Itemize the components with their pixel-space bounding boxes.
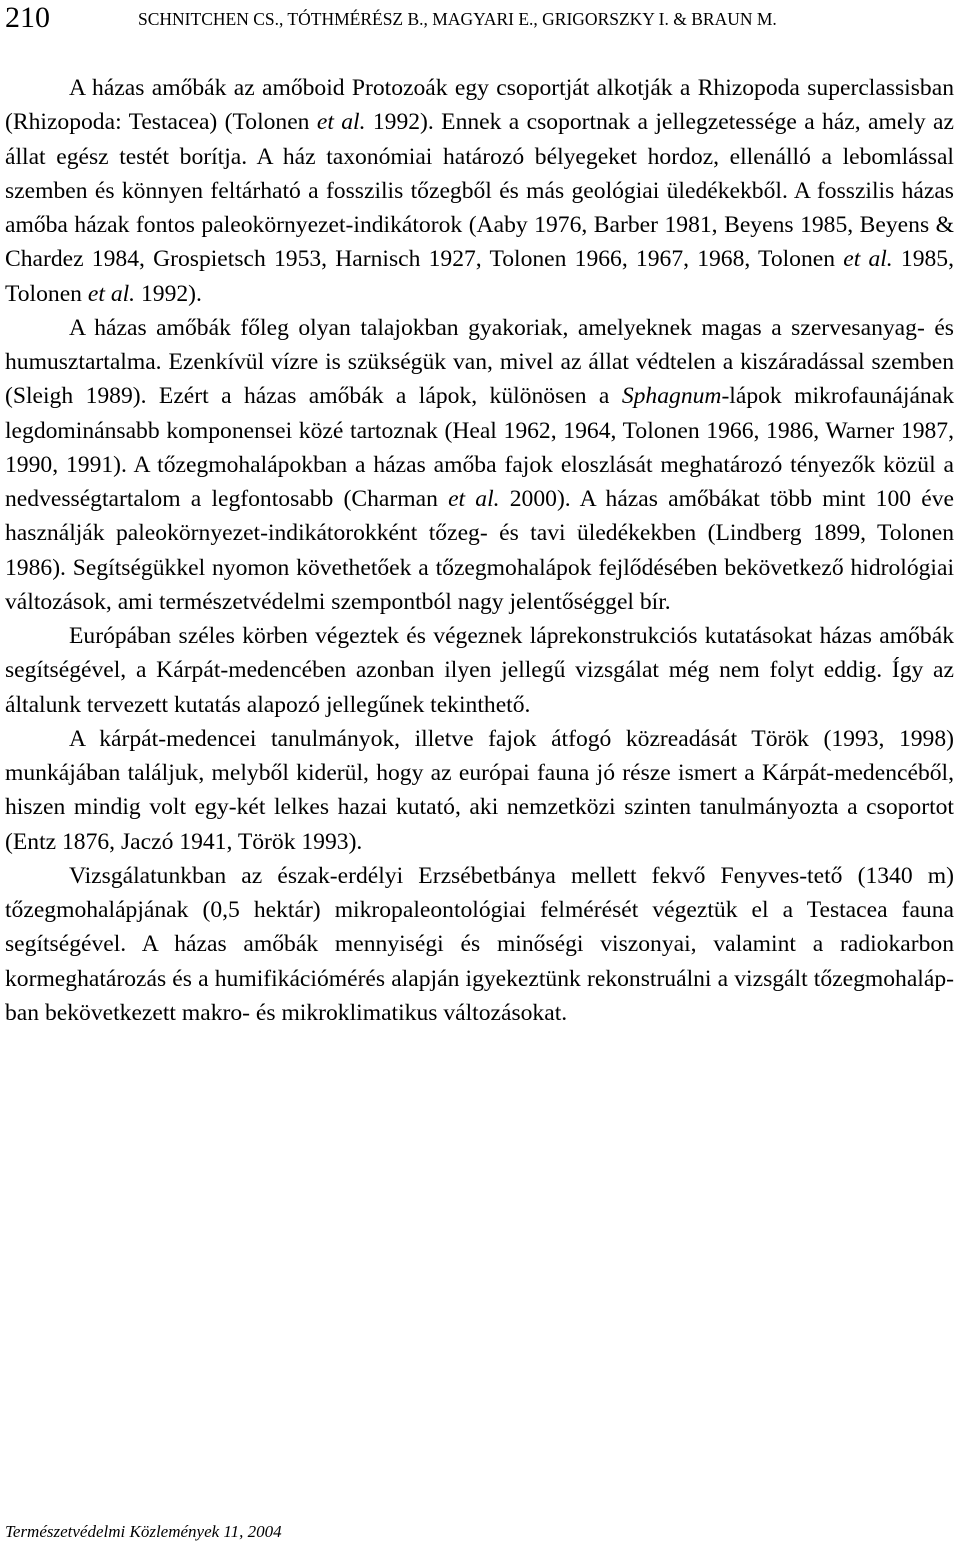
text-run: 1992). xyxy=(135,280,202,307)
et-al: et al. xyxy=(448,486,500,512)
text-run: 1992). Ennek a csoportnak a jellegzetessége a ház, amely az állat egész testét borítja. A ház taxonómiai határozó bélyegeket hordoz, ellenálló a lebomlással szemben és könnyen feltárható a fosszilis tőzegből és más geológiai üledékekből. A fosszilis házas amőba házak fontos paleokörnyezet-indikátorok (Aaby 1976, Barber 1981, Beyens 1985, Beyens & Chardez 1984, Grospietsch 1953, Harnisch 1927, Tolonen 1966, 1967, 1968, Tolonen xyxy=(5,109,954,273)
text-run: A házas amőbák főleg olyan talajokban gyakoriak, amelyeknek magas a szervesanyag- és humusztartalma. Ezenkívül vízre is szükségük van, mivel az állat védtelen a kiszáradással szemben (Sleigh 1989). Ezért a házas amőbák a lápok, különösen a xyxy=(5,314,954,410)
journal-footer: Természetvédelmi Közlemények 11, 2004 xyxy=(5,1522,282,1541)
text-run: A házas amőbák az amőboid Protozoák egy csoportját alkotják a Rhizopoda superclassisban (Rhizopoda: Testacea) (Tolonen xyxy=(5,75,954,136)
header-authors: SCHNITCHEN CS., TÓTHMÉRÉSZ B., MAGYARI E., GRIGORSZKY I. & BRAUN M. xyxy=(138,9,777,29)
paragraph-4: A kárpát-medencei tanulmányok, illetve fajok átfogó közreadását Török (1993, 1998) munkájában találjuk, melyből kiderül, hogy az európai fauna jó része ismert a Kárpát-medencéből, hiszen mindig volt egy-két lelkes hazai kutató, aki nemzetközi szinten tanulmányozta a csoportot (Entz 1876, Jaczó 1941, Török 1993). xyxy=(5,725,954,855)
genus-name: Sphagnum xyxy=(621,383,722,410)
paragraph-2 xyxy=(5,311,954,619)
text-run: -lápok mikrofaunájának legdominánsabb komponensei közé tartoznak (Heal 1962, 1964, Tolonen 1966, 1986, Warner 1987, 1990, 1991). A tőzegmohalápokban a házas amőba fajok eloszlását meghatározó tényezők közül a nedvességtartalom a legfontosabb (Charman xyxy=(5,383,954,512)
running-head xyxy=(5,0,955,40)
article-body xyxy=(5,71,954,1030)
page-number: 210 xyxy=(5,1,50,34)
et-al: et al. xyxy=(87,280,136,307)
et-al: et al. xyxy=(316,109,366,136)
paragraph-5: Vizsgálatunkban az észak-erdélyi Erzsébetbánya mellett fekvő Fenyves-tető (1340 m) tőzegmohalápjának (0,5 hektár) mikropaleontológiai felmérését végeztük el a Testacea fauna segítségével. A házas amőbák mennyiségi és minőségi viszonyai, valamint a radiokarbon kormeghatározás és a humifikációmérés alapján igyekeztünk rekonstruálni a vizsgált tőzegmohalápban bekövetkezett makro- és mikroklimatikus változásokat. xyxy=(5,862,954,1026)
paragraph-1 xyxy=(5,71,954,311)
et-al: et al. xyxy=(843,246,893,273)
paragraph-3: Európában széles körben végeztek és végeznek láprekonstrukciós kutatásokat házas amőbák segítségével, a Kárpát-medencében azonban ilyen jellegű vizsgálat még nem folyt eddig. Így az általunk tervezett kutatás alapozó jellegűnek tekinthető. xyxy=(5,623,954,718)
text-run: 2000). A házas amőbákat több mint 100 éve használják paleokörnyezet-indikátorokként tőzeg- és tavi üledékekben (Lindberg 1899, Tolonen 1986). Segítségükkel nyomon követhetőek a tőzegmohalápok fejlődésében bekövetkező hidrológiai változások, ami természetvédelmi szempontból nagy jelentőséggel bír. xyxy=(5,486,954,615)
text-run: 1985, Tolonen xyxy=(5,246,954,307)
